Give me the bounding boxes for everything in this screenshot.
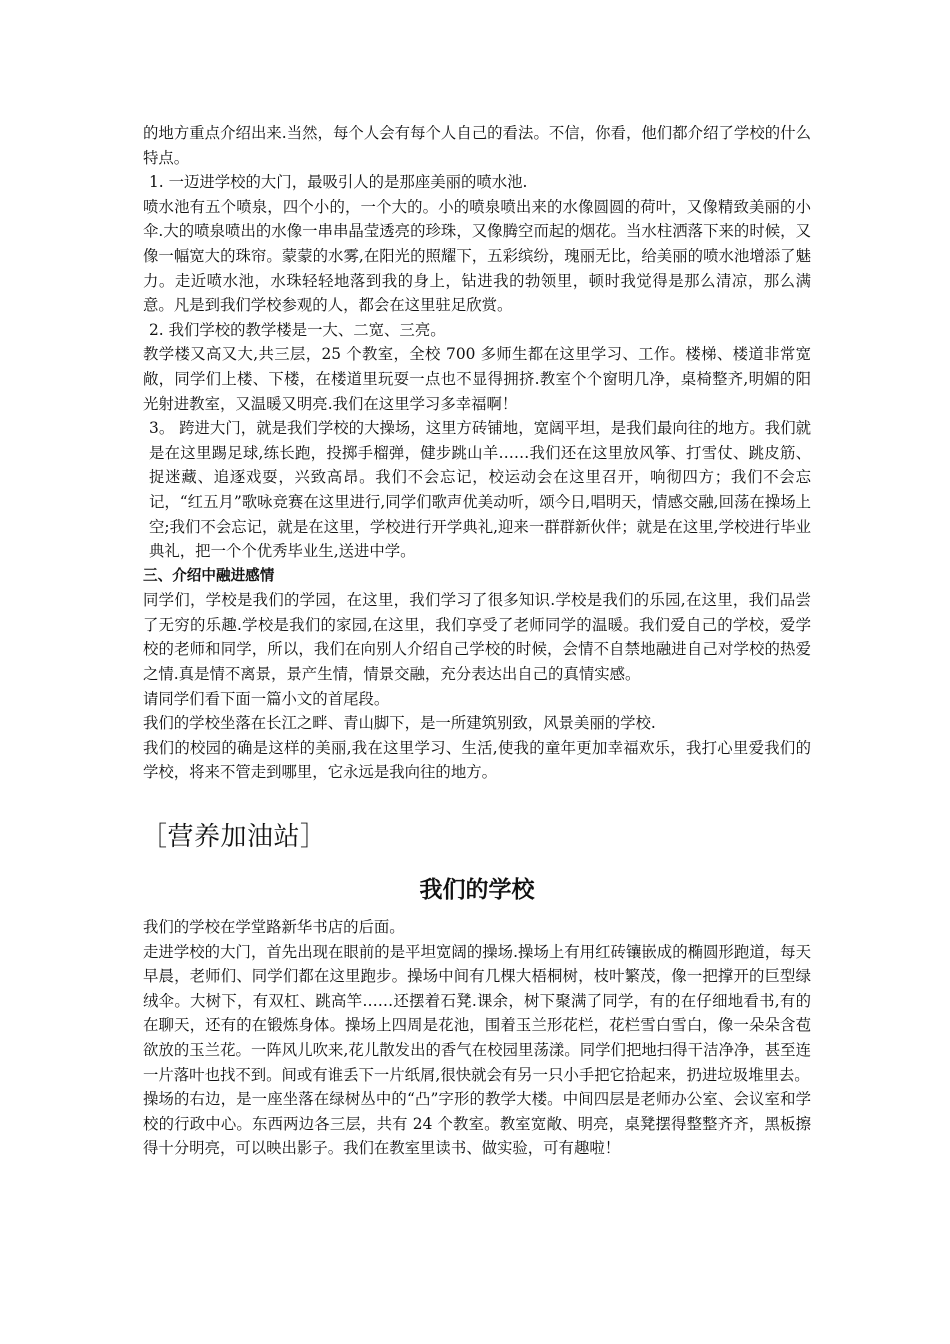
paragraph: 我们的校园的确是这样的美丽,我在这里学习、生活,使我的童年更加幸福欢乐，我打心里爱我们的学校，将来不管走到哪里，它永远是我向往的地方。 <box>143 738 811 782</box>
paragraph: 教学楼又高又大,共三层，25 个教室，全校 700 多师生都在这里学习、工作。楼梯、楼道非常宽敞，同学们上楼、下楼，在楼道里玩耍一点也不显得拥挤.教室个个窗明几净，桌椅整齐,明媚的阳光射进教室，又温暖又明亮.我们在这里学习多幸福啊！ <box>143 345 811 413</box>
section-heading: 三、介绍中融进感情 <box>143 566 275 584</box>
section-label: ［营养加油站］ <box>141 822 327 853</box>
list-item-2: 2. 我们学校的教学楼是一大、二宽、三亮。 <box>149 320 446 339</box>
article-paragraph: 我们的学校在学堂路新华书店的后面。 <box>143 918 405 937</box>
article-paragraph: 走进学校的大门，首先出现在眼前的是平坦宽阔的操场.操场上有用红砖镶嵌成的椭圆形跑道，每天早晨，老师们、同学们都在这里跑步。操场中间有几棵大梧桐树，枝叶繁茂，像一把撑开的巨型绿绒伞。大树下，有双杠、跳高竿……还摆着石凳.课余，树下聚满了同学，有的在仔细地看书,有的在聊天，还有的在锻炼身体。操场上四周是花池，围着玉兰形花栏，花栏雪白雪白，像一朵朵含苞欲放的玉兰花。一阵风儿吹来,花儿散发出的香气在校园里荡漾。同学们把地扫得干洁净净，甚至连一片落叶也找不到。间或有谁丢下一片纸屑,很快就会有另一只小手把它拾起来，扔进垃圾堆里去。 <box>143 942 811 1084</box>
paragraph: 的地方重点介绍出来.当然，每个人会有每个人自己的看法。不信，你看，他们都介绍了学校的什么特点。 <box>143 124 811 167</box>
paragraph: 喷水池有五个喷泉，四个小的，一个大的。小的喷泉喷出来的水像圆圆的荷叶，又像精致美丽的小伞.大的喷泉喷出的水像一串串晶莹透亮的珍珠，又像腾空而起的烟花。当水柱洒落下来的时候，又像一幅宽大的珠帘。蒙蒙的水雾,在阳光的照耀下，五彩缤纷，瑰丽无比，给美丽的喷水池增添了魅力。走近喷水池，水珠轻轻地落到我的身上，钻进我的勃领里，顿时我觉得是那么清凉，那么满意。凡是到我们学校参观的人，都会在这里驻足欣赏。 <box>143 197 811 315</box>
list-item-1: 1. 一迈进学校的大门，最吸引人的是那座美丽的喷水池. <box>149 173 528 192</box>
list-item-3: 3。 跨进大门，就是我们学校的大操场，这里方砖铺地，宽阔平坦，是我们最向往的地方。我们就是在这里踢足球,练长跑，投掷手榴弹，健步跳山羊……我们还在这里放风筝、打雪仗、跳皮筋、捉迷藏、追逐戏耍，兴致高昂。我们不会忘记，校运动会在这里召开，响彻四方；我们不会忘记，“红五月”歌咏竞赛在这里进行,同学们歌声优美动听，颂今日,唱明天，情感交融,回荡在操场上空;我们不会忘记，就是在这里，学校进行开学典礼,迎来一群群新伙伴；就是在这里,学校进行毕业典礼，把一个个优秀毕业生,送进中学。 <box>149 419 811 561</box>
paragraph: 请同学们看下面一篇小文的首尾段。 <box>143 689 390 708</box>
article-paragraph: 操场的右边，是一座坐落在绿树丛中的“凸”字形的教学大楼。中间四层是老师办公室、会议室和学校的行政中心。东西两边各三层，共有 24 个教室。教室宽敞、明亮，桌凳摆得整整齐齐，黑板擦得十分明亮，可以映出影子。我们在教室里读书、做实验，可有趣啦！ <box>143 1090 811 1158</box>
document-page <box>143 121 811 1161</box>
paragraph: 我们的学校坐落在长江之畔、青山脚下，是一所建筑别致，风景美丽的学校. <box>143 714 656 733</box>
article-title: 我们的学校 <box>419 877 535 904</box>
paragraph: 同学们，学校是我们的学园，在这里，我们学习了很多知识.学校是我们的乐园,在这里，我们品尝了无穷的乐趣.学校是我们的家园,在这里，我们享受了老师同学的温暖。我们爱自己的学校，爱学校的老师和同学，所以，我们在向别人介绍自己学校的时候，会情不自禁地融进自己对学校的热爱之情.真是情不离景，景产生情，情景交融，充分表达出自己的真情实感。 <box>143 591 811 684</box>
